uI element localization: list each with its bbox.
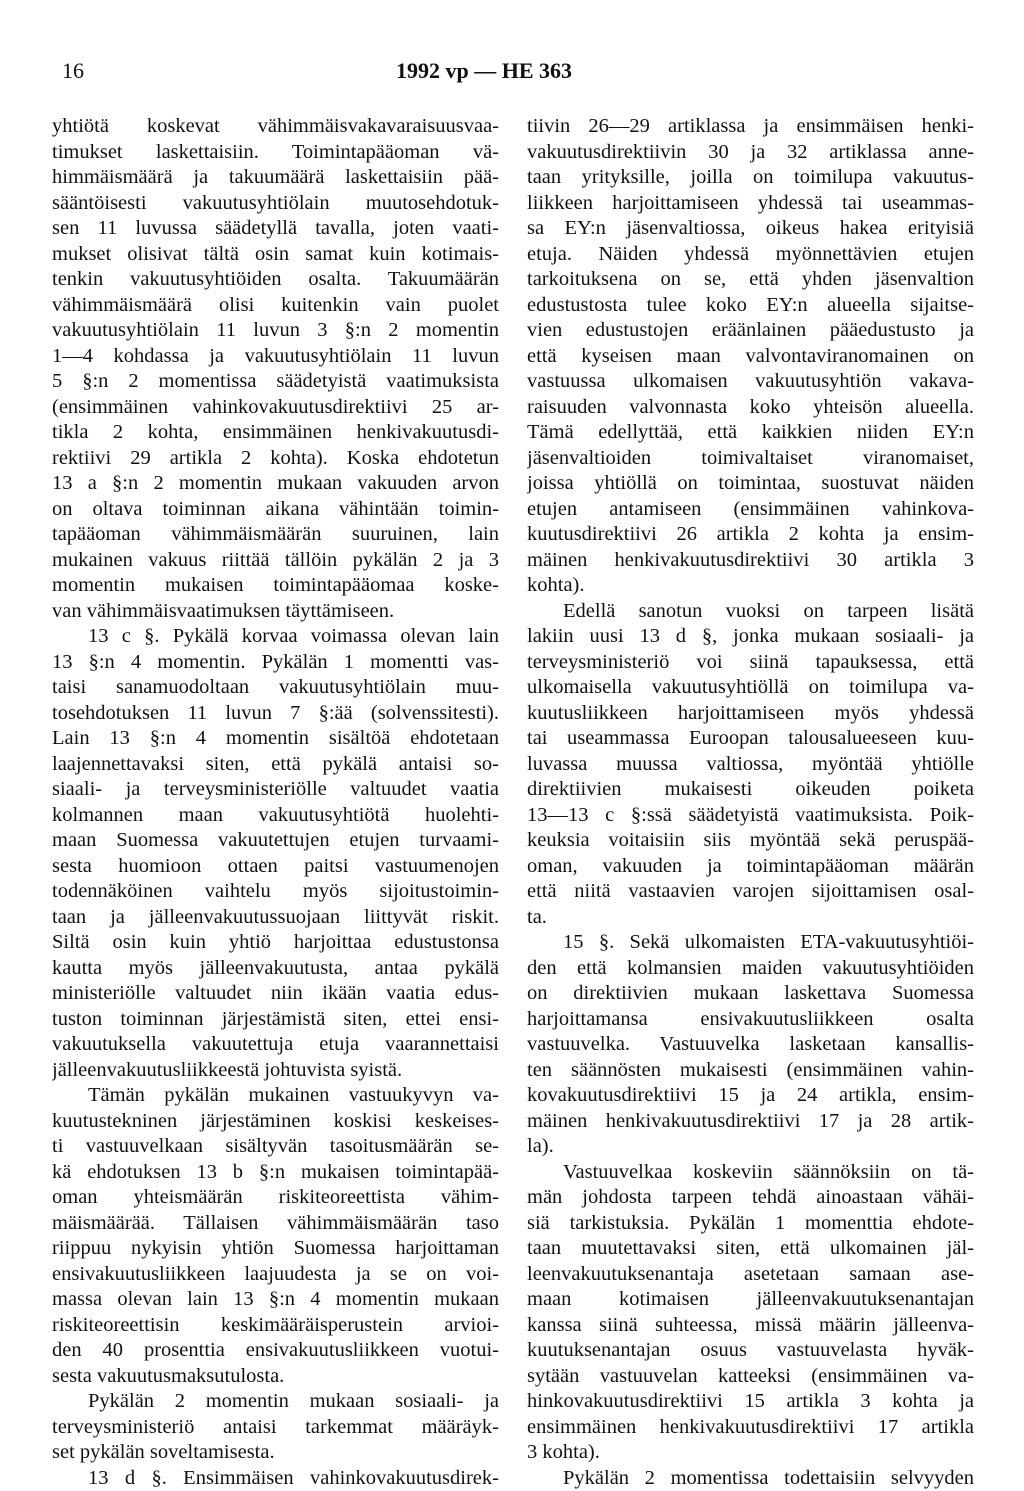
text-line: 13 c §. Pykälä korvaa voimassa olevan lain <box>52 624 499 650</box>
text-line: kuutusdirektiivi 26 artikla 2 kohta ja ensim- <box>527 522 974 548</box>
text-line: ministeriölle valtuudet niin ikään vaatia edus- <box>52 981 499 1007</box>
text-line: 13 a §:n 2 momentin mukaan vakuuden arvon <box>52 471 499 497</box>
text-line: set pykälän soveltamisesta. <box>52 1440 499 1466</box>
text-line: vakuutuksella vakuutettuja etuja vaarannettaisi <box>52 1032 499 1058</box>
text-line: 13—13 c §:ssä säädetyistä vaatimuksista. Poik- <box>527 803 974 829</box>
text-line: Tämä edellyttää, että kaikkien niiden EY:n <box>527 420 974 446</box>
text-line: vastuuvelka. Vastuuvelka lasketaan kansallis- <box>527 1032 974 1058</box>
text-line: luvassa muussa valtiossa, myöntää yhtiölle <box>527 752 974 778</box>
text-line: 3 kohta). <box>527 1440 974 1466</box>
text-line: mäismäärää. Tällaisen vähimmäismäärän taso <box>52 1211 499 1237</box>
text-line: 15 §. Sekä ulkomaisten ETA-vakuutusyhtiöi- <box>527 930 974 956</box>
text-line: 1—4 kohdassa ja vakuutusyhtiölain 11 luvun <box>52 344 499 370</box>
text-line: oman yhteismäärän riskiteoreettista vähim- <box>52 1185 499 1211</box>
text-line: maan Suomessa vakuutettujen etujen turvaami- <box>52 828 499 854</box>
text-line: rektiivi 29 artikla 2 kohta). Koska ehdotetun <box>52 446 499 472</box>
text-line: kä ehdotuksen 13 b §:n mukaisen toimintapää- <box>52 1160 499 1186</box>
text-line: tikla 2 kohta, ensimmäinen henkivakuutusdi- <box>52 420 499 446</box>
text-line: 13 §:n 4 momentin. Pykälän 1 momentti vas- <box>52 650 499 676</box>
text-line: direktiivien mukaisesti oikeuden poiketa <box>527 777 974 803</box>
text-line: todennäköinen vaihtelu myös sijoitustoimin- <box>52 879 499 905</box>
text-line: harjoittamansa ensivakuutusliikkeen osalta <box>527 1007 974 1033</box>
text-line: ti vastuuvelkaan sisältyvän tasoitusmäärän se- <box>52 1134 499 1160</box>
text-line: kautta myös jälleenvakuutusta, antaa pykälä <box>52 956 499 982</box>
text-line: joissa yhtiöllä on toimintaa, suostuvat näiden <box>527 471 974 497</box>
text-line: maan kotimaisen jälleenvakuutuksenantajan <box>527 1287 974 1313</box>
text-line: Tämän pykälän mukainen vastuukyvyn va- <box>52 1083 499 1109</box>
text-line: massa olevan lain 13 §:n 4 momentin mukaan <box>52 1287 499 1313</box>
text-line: siaali- ja terveysministeriölle valtuudet vaatia <box>52 777 499 803</box>
text-line: ta. <box>527 905 974 931</box>
text-line: riippuu nykyisin yhtiön Suomessa harjoittaman <box>52 1236 499 1262</box>
text-line: riskiteoreettisin keskimääräisperustein arvioi- <box>52 1313 499 1339</box>
text-line: vien edustustojen eräänlainen pääedustusto ja <box>527 318 974 344</box>
text-line: kuutusliikkeen harjoittamiseen myös yhdessä <box>527 701 974 727</box>
text-line: jälleenvakuutusliikkeestä johtuvista syistä. <box>52 1058 499 1084</box>
text-line: ensimmäinen henkivakuutusdirektiivi 17 artikla <box>527 1415 974 1441</box>
text-line: taan muutettavaksi siten, että ulkomainen jäl- <box>527 1236 974 1262</box>
text-line: vastuussa ulkomaisen vakuutusyhtiön vakava- <box>527 369 974 395</box>
text-line: kovakuutusdirektiivi 15 ja 24 artikla, ensim- <box>527 1083 974 1109</box>
right-text-column <box>527 114 974 1491</box>
text-line: Siltä osin kuin yhtiö harjoittaa edustustonsa <box>52 930 499 956</box>
text-line: kuutuksenantajan osuus vastuuvelasta hyväk- <box>527 1338 974 1364</box>
page-number: 16 <box>62 58 84 84</box>
text-line: taisi sanamuodoltaan vakuutusyhtiölain muu- <box>52 675 499 701</box>
text-line: sesta huomioon ottaen paitsi vastuumenojen <box>52 854 499 880</box>
text-line: mukainen vakuus riittää tällöin pykälän 2 ja 3 <box>52 548 499 574</box>
text-line: den 40 prosenttia ensivakuutusliikkeen vuotui- <box>52 1338 499 1364</box>
text-line: siä tarkistuksia. Pykälän 1 momenttia ehdote- <box>527 1211 974 1237</box>
text-line: Edellä sanotun vuoksi on tarpeen lisätä <box>527 599 974 625</box>
text-line: mäinen henkivakuutusdirektiivi 17 ja 28 artik- <box>527 1109 974 1135</box>
text-line: himmäismäärä ja takuumäärä laskettaisiin pää- <box>52 165 499 191</box>
text-line: liikkeen harjoittamiseen yhdessä tai useammas- <box>527 191 974 217</box>
text-line: Pykälän 2 momentin mukaan sosiaali- ja <box>52 1389 499 1415</box>
text-line: sa EY:n jäsenvaltiossa, oikeus hakea erityisiä <box>527 216 974 242</box>
text-line: keuksia voitaisiin siis myöntää sekä peruspää- <box>527 828 974 854</box>
text-line: kanssa siinä suhteessa, missä määrin jälleenva- <box>527 1313 974 1339</box>
text-line: tuston toiminnan järjestämistä siten, ettei ensi- <box>52 1007 499 1033</box>
text-line: timukset laskettaisiin. Toimintapääoman vä- <box>52 140 499 166</box>
text-line: hinkovakuutusdirektiivi 15 artikla 3 kohta ja <box>527 1389 974 1415</box>
text-line: ten säännösten mukaisesti (ensimmäinen vahin- <box>527 1058 974 1084</box>
text-line: tai useammassa Euroopan talousalueeseen kuu- <box>527 726 974 752</box>
text-line: etujen antamiseen (ensimmäinen vahinkova- <box>527 497 974 523</box>
text-line: ensivakuutusliikkeen laajuudesta ja se on voi- <box>52 1262 499 1288</box>
running-header: 1992 vp — HE 363 <box>396 58 572 84</box>
text-line: män johdosta tarpeen tehdä ainoastaan vähäi- <box>527 1185 974 1211</box>
text-line: mäinen henkivakuutusdirektiivi 30 artikla 3 <box>527 548 974 574</box>
text-line: la). <box>527 1134 974 1160</box>
text-line: van vähimmäisvaatimuksen täyttämiseen. <box>52 599 499 625</box>
text-line: Vastuuvelkaa koskeviin säännöksiin on tä- <box>527 1160 974 1186</box>
text-line: että kyseisen maan valvontaviranomainen on <box>527 344 974 370</box>
text-line: tiivin 26—29 artiklassa ja ensimmäisen henki- <box>527 114 974 140</box>
text-line: kohta). <box>527 573 974 599</box>
text-line: terveysministeriö antaisi tarkemmat määräyk- <box>52 1415 499 1441</box>
text-line: tosehdotuksen 11 luvun 7 §:ää (solvenssitesti). <box>52 701 499 727</box>
text-line: jäsenvaltioiden toimivaltaiset viranomaiset, <box>527 446 974 472</box>
text-line: den että kolmansien maiden vakuutusyhtiöiden <box>527 956 974 982</box>
text-line: 5 §:n 2 momentissa säädetyistä vaatimuksista <box>52 369 499 395</box>
text-line: mukset olisivat tältä osin samat kuin kotimais- <box>52 242 499 268</box>
text-line: Pykälän 2 momentissa todettaisiin selvyyden <box>527 1466 974 1491</box>
text-line: kuutustekninen järjestäminen koskisi keskeises- <box>52 1109 499 1135</box>
text-line: ulkomaisella vakuutusyhtiöllä on toimilupa va- <box>527 675 974 701</box>
text-line: lakiin uusi 13 d §, jonka mukaan sosiaali- ja <box>527 624 974 650</box>
text-line: että niitä vastaavien varojen sijoittamisen osal- <box>527 879 974 905</box>
text-line: sen 11 luvussa säädetyllä tavalla, joten vaati- <box>52 216 499 242</box>
text-line: vähimmäismäärä olisi kuitenkin vain puolet <box>52 293 499 319</box>
text-line: yhtiötä koskevat vähimmäisvakavaraisuusvaa- <box>52 114 499 140</box>
text-line: terveysministeriö voi siinä tapauksessa, että <box>527 650 974 676</box>
text-line: sääntöisesti vakuutusyhtiölain muutosehdotuk- <box>52 191 499 217</box>
text-line: laajennettavaksi siten, että pykälä antaisi so- <box>52 752 499 778</box>
text-line: oman, vakuuden ja toimintapääoman määrän <box>527 854 974 880</box>
text-line: vakuutusdirektiivin 30 ja 32 artiklassa anne- <box>527 140 974 166</box>
text-line: tapääoman vähimmäismäärän suuruinen, lain <box>52 522 499 548</box>
text-line: tenkin vakuutusyhtiöiden osalta. Takuumäärän <box>52 267 499 293</box>
text-line: on direktiivien mukaan laskettava Suomessa <box>527 981 974 1007</box>
text-line: etuja. Näiden yhdessä myönnettävien etujen <box>527 242 974 268</box>
text-line: edustustosta tulee koko EY:n alueella sijaitse- <box>527 293 974 319</box>
text-line: on oltava toiminnan aikana vähintään toimin- <box>52 497 499 523</box>
text-line: momentin mukaisen toimintapääomaa koske- <box>52 573 499 599</box>
text-line: taan yrityksille, joilla on toimilupa vakuutus- <box>527 165 974 191</box>
text-line: (ensimmäinen vahinkovakuutusdirektiivi 25 ar- <box>52 395 499 421</box>
text-line: vakuutusyhtiölain 11 luvun 3 §:n 2 momentin <box>52 318 499 344</box>
text-line: leenvakuutuksenantaja asetetaan samaan ase- <box>527 1262 974 1288</box>
text-line: sesta vakuutusmaksutulosta. <box>52 1364 499 1390</box>
text-line: raisuuden valvonnasta koko yhteisön alueella. <box>527 395 974 421</box>
text-line: kolmannen maan vakuutusyhtiötä huolehti- <box>52 803 499 829</box>
text-line: 13 d §. Ensimmäisen vahinkovakuutusdirek- <box>52 1466 499 1491</box>
text-line: tarkoituksena on se, että yhden jäsenvaltion <box>527 267 974 293</box>
text-line: Lain 13 §:n 4 momentin sisältöä ehdotetaan <box>52 726 499 752</box>
text-line: taan ja jälleenvakuutussuojaan liittyvät riskit. <box>52 905 499 931</box>
left-text-column <box>52 114 499 1491</box>
text-line: sytään vastuuvelan katteeksi (ensimmäinen va- <box>527 1364 974 1390</box>
